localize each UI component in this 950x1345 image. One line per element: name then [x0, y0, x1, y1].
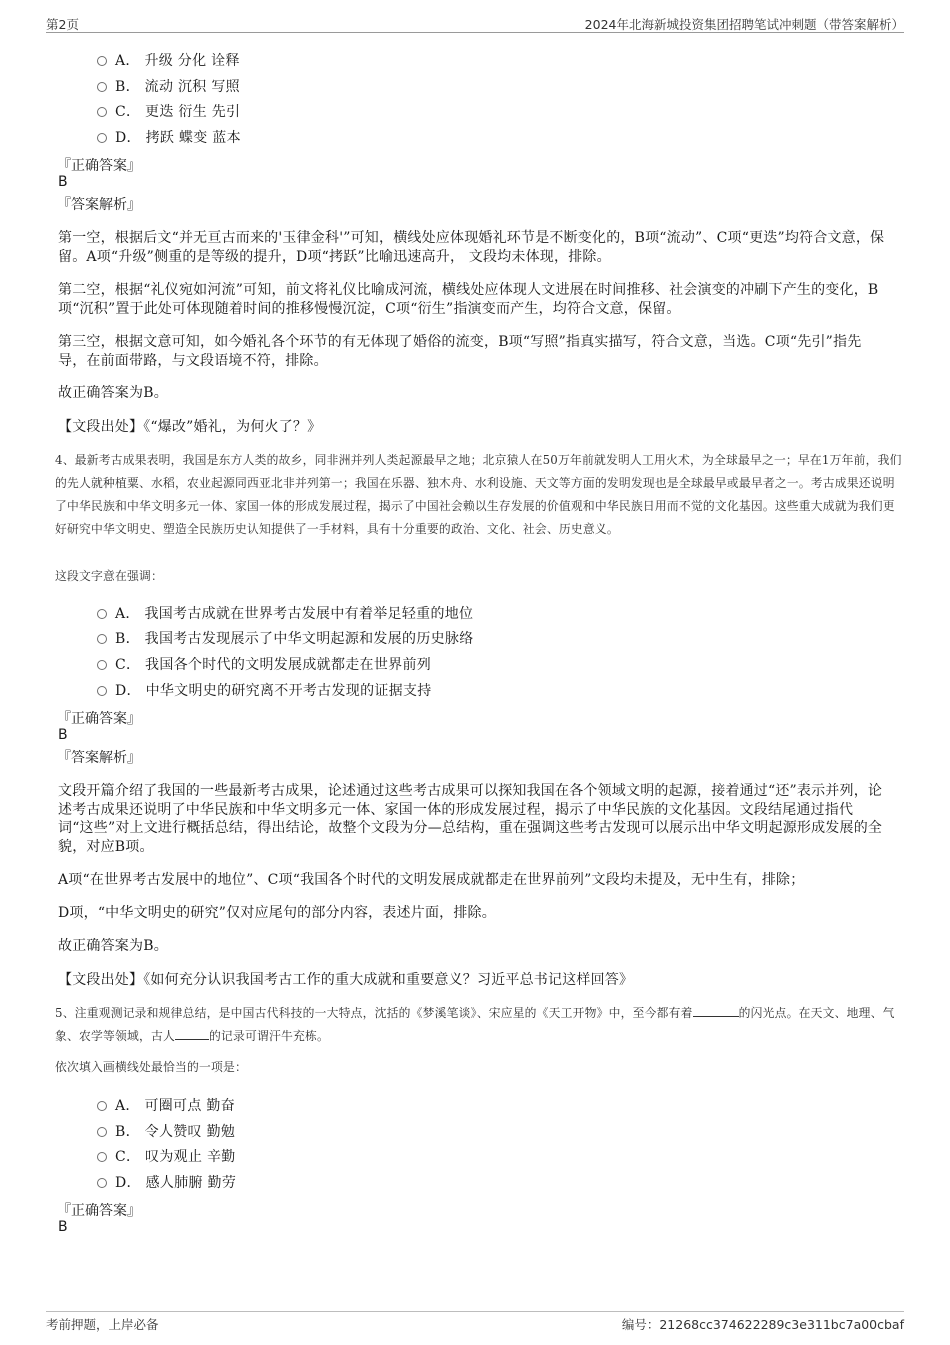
q3-source: 【文段出处】《“爆改”婚礼，为何火了？》: [58, 419, 322, 435]
q3-analysis-conclusion: 故正确答案为B。: [58, 385, 168, 401]
q4-option-b[interactable]: B． 我国考古发现展示了中华文明起源和发展的历史脉络: [97, 628, 474, 648]
q3-option-b[interactable]: B． 流动 沉积 写照: [97, 76, 240, 96]
q4-source: 【文段出处】《如何充分认识我国考古工作的重大成就和重要意义？习近平总书记这样回答》: [58, 972, 634, 988]
document-title: 2024年北海新城投资集团招聘笔试冲刺题（带答案解析）: [584, 17, 904, 32]
footer-serial: 编号：21268cc374622289c3e311bc7a00cbaf: [621, 1317, 904, 1332]
q4-analysis-para-1: 文段开篇介绍了我国的一些最新考古成果，论述通过这些考古成果可以探知我国在各个领域文明的起源，接着通过“还”表示并列，论述考古成果还说明了中华民族和中华文明多元一体、家国一体的形成发展过程，揭示了中华民族的文化基因。文段结尾通过指代词“这些”对上文进行概括总结，得出结论，故整个文段为分—总结构，重在强调这些考古发现可以展示出中华文明起源形成发展的全貌，对应B项。: [58, 783, 883, 855]
page-footer: [46, 1311, 904, 1334]
radio-icon[interactable]: [97, 56, 107, 66]
radio-icon[interactable]: [97, 634, 107, 644]
page-number: 第2页: [46, 17, 79, 32]
q5-option-b[interactable]: B． 令人赞叹 勤勉: [97, 1121, 235, 1141]
q5-option-d[interactable]: D． 感人肺腑 勤劳: [97, 1172, 236, 1192]
q4-answer-label: 『正确答案』: [57, 711, 141, 727]
q5-option-c[interactable]: C． 叹为观止 辛勤: [97, 1146, 236, 1166]
radio-icon[interactable]: [97, 1178, 107, 1188]
q3-option-c[interactable]: C． 更迭 衍生 先引: [97, 101, 240, 121]
q4-answer: B: [58, 727, 68, 743]
q5-option-a[interactable]: A． 可圈可点 勤奋: [97, 1095, 235, 1115]
q4-question: 4、最新考古成果表明，我国是东方人类的故乡，同非洲并列人类起源最早之地；北京猿人在50万年前就发明人工用火术，为全球最早之一；早在1万年前，我们的先人就种植粟、水稻，农业起源同西亚北非并列第一；我国在乐器、独木舟、水利设施、天文等方面的发明发现也是全球最早或最早者之一。考古成果还说明了中华民族和中华文明多元一体、家国一体的形成发展过程，揭示了中国社会赖以生存发展的价值观和中华民族日用而不觉的文化基因。这些重大成就为我们更好研究中华文明史、塑造全民族历史认知提供了一手材料，具有十分重要的政治、文化、社会、历史意义。: [55, 453, 902, 536]
q5-question: 5、注重观测记录和规律总结，是中国古代科技的一大特点，沈括的《梦溪笔谈》、宋应星的《天工开物》中，至今都有着 的闪光点。在天文、地理、气象、农学等领域，古人 的记录可谓汗牛充栋。: [55, 1006, 895, 1043]
q3-analysis-label: 『答案解析』: [57, 197, 141, 213]
radio-icon[interactable]: [97, 82, 107, 92]
radio-icon[interactable]: [97, 609, 107, 619]
q5-answer: B: [58, 1219, 68, 1235]
radio-icon[interactable]: [97, 107, 107, 117]
q3-answer: B: [58, 174, 68, 190]
q4-analysis-para-3: D项，“中华文明史的研究”仅对应尾句的部分内容，表述片面，排除。: [58, 905, 496, 921]
q4-analysis-label: 『答案解析』: [57, 750, 141, 766]
footer-slogan: 考前押题，上岸必备: [46, 1317, 159, 1332]
radio-icon[interactable]: [97, 1127, 107, 1137]
q5-prompt: 依次填入画横线处最恰当的一项是：: [55, 1060, 247, 1074]
fill-blank-2[interactable]: [175, 1027, 209, 1040]
q4-prompt: 这段文字意在强调：: [55, 569, 163, 583]
fill-blank-1[interactable]: [693, 1004, 739, 1017]
q4-option-a[interactable]: A． 我国考古成就在世界考古发展中有着举足轻重的地位: [97, 603, 473, 623]
q3-option-d[interactable]: D． 拷跃 蝶变 蓝本: [97, 127, 241, 147]
q3-answer-label: 『正确答案』: [57, 158, 141, 174]
q3-analysis-para-1: 第一空，根据后文“并无亘古而来的'玉律金科'”可知，横线处应体现婚礼环节是不断变化的，B项“流动”、C项“更迭”均符合文意，保留。A项“升级”侧重的是等级的提升，D项“拷跃”比喻迅速高升， 文段均未体现，排除。: [58, 230, 885, 265]
q4-analysis-para-2: A项“在世界考古发展中的地位”、C项“我国各个时代的文明发展成就都走在世界前列”文段均未提及，无中生有，排除；: [58, 872, 805, 888]
q4-option-d[interactable]: D． 中华文明史的研究离不开考古发现的证据支持: [97, 680, 432, 700]
q4-analysis-conclusion: 故正确答案为B。: [58, 938, 168, 954]
q3-analysis-para-3: 第三空，根据文意可知，如今婚礼各个环节的有无体现了婚俗的流变，B项“写照”指真实描写，符合文意，当选。C项“先引”指先导，在前面带路，与文段语境不符，排除。: [58, 334, 862, 369]
q3-option-a[interactable]: A． 升级 分化 诠释: [97, 50, 240, 70]
q3-analysis-para-2: 第二空，根据“礼仪宛如河流”可知，前文将礼仪比喻成河流，横线处应体现人文进展在时间推移、社会演变的冲刷下产生的变化，B项“沉积”置于此处可体现随着时间的推移慢慢沉淀，C项“衍生”指演变而产生，均符合文意，保留。: [58, 282, 879, 317]
radio-icon[interactable]: [97, 1101, 107, 1111]
q5-answer-label: 『正确答案』: [57, 1203, 141, 1219]
q4-option-c[interactable]: C． 我国各个时代的文明发展成就都走在世界前列: [97, 654, 431, 674]
radio-icon[interactable]: [97, 686, 107, 696]
radio-icon[interactable]: [97, 660, 107, 670]
radio-icon[interactable]: [97, 133, 107, 143]
radio-icon[interactable]: [97, 1152, 107, 1162]
